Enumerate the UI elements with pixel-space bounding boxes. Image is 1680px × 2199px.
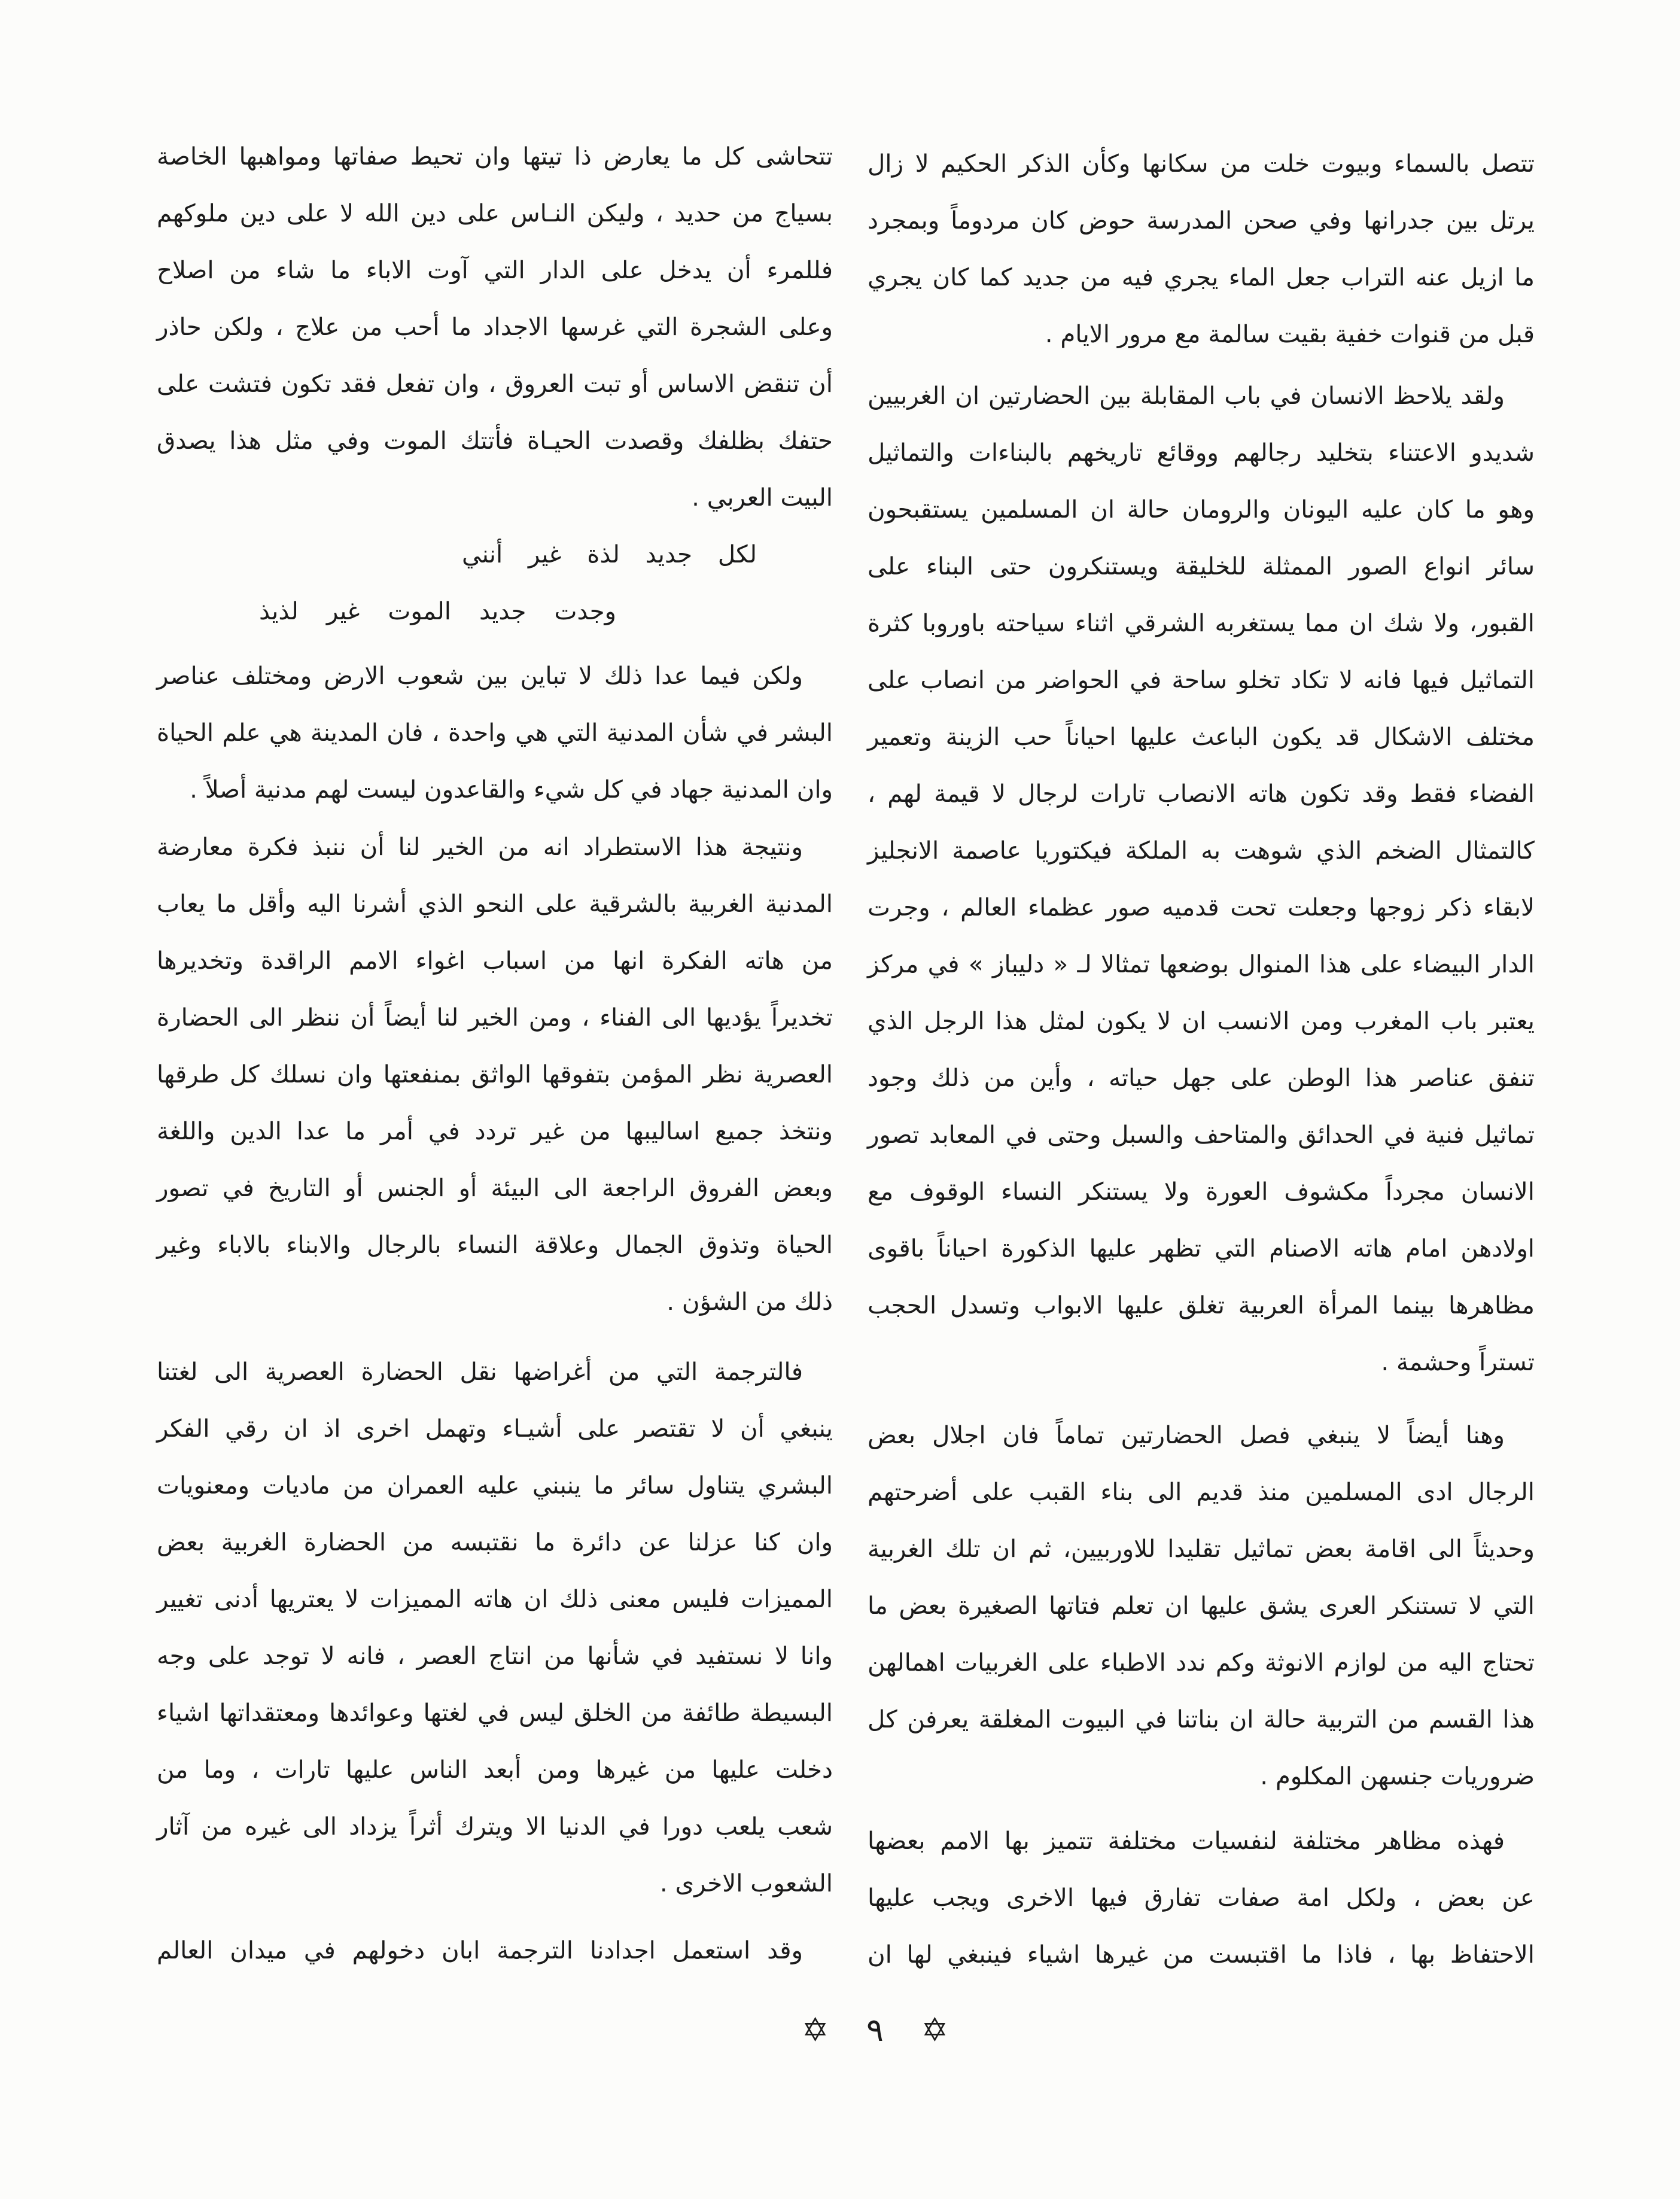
text-line: الدار البيضاء على هذا المنوال بوضعها تمثالا لـ « دليباز » في مركز bbox=[868, 950, 1535, 978]
paragraph bbox=[868, 135, 1535, 363]
text-line: هذا القسم من التربية حالة ان بناتنا في البيوت المغلقة يعرفن كل bbox=[868, 1705, 1535, 1733]
text-line: الشعوب الاخرى . bbox=[659, 1869, 833, 1897]
text-line: وان المدنية جهاد في كل شيء والقاعدون ليست لهم مدنية أصلاً . bbox=[190, 775, 833, 804]
text-line: ولكن فيما عدا ذلك لا تباين بين شعوب الارض ومختلف عناصر bbox=[157, 662, 803, 690]
text-line: شديدو الاعتناء بتخليد رجالهم ووقائع تاريخهم بالبناءات والتماثيل bbox=[868, 439, 1535, 467]
text-line: وهو ما كان عليه اليونان والرومان حالة ان المسلمين يستقبحون bbox=[868, 495, 1535, 524]
paragraph bbox=[157, 819, 833, 1330]
text-line: الانسان مجرداً مكشوف العورة ولا يستنكر النساء الوقوف مع bbox=[868, 1178, 1535, 1206]
text-line: يعتبر باب المغرب ومن الانسب ان لا يكون لمثل هذا الرجل الذي bbox=[868, 1007, 1535, 1035]
text-line: وقد استعمل اجدادنا الترجمة ابان دخولهم في ميدان العالم bbox=[157, 1936, 803, 1964]
text-line: تتصل بالسماء وبيوت خلت من سكانها وكأن الذكر الحكيم لا زال bbox=[868, 150, 1535, 178]
paragraph bbox=[868, 1812, 1535, 1983]
text-line: وبعض الفروق الراجعة الى البيئة أو الجنس أو التاريخ في تصور bbox=[157, 1174, 833, 1202]
text-line: من هاته الفكرة انها من اسباب اغواء الامم الراقدة وتخديرها bbox=[157, 947, 833, 975]
verse-line: لكل جديد لذة غير أنني bbox=[462, 540, 757, 568]
verse-line: وجدت جديد الموت غير لذيذ bbox=[259, 597, 616, 625]
text-line: ولقد يلاحظ الانسان في باب المقابلة بين الحضارتين ان الغربيين bbox=[868, 382, 1505, 410]
text-line: لابقاء ذكر زوجها وجعلت تحت قدميه صور عظماء العالم ، وجرت bbox=[868, 893, 1535, 921]
text-line: التماثيل فيها فانه لا تكاد تخلو ساحة في الحواضر من انصاب على bbox=[868, 666, 1535, 694]
text-line: يرتل بين جدرانها وفي صحن المدرسة حوض كان مردوماً وبمجرد bbox=[868, 206, 1535, 235]
text-line: حتفك بظلفك وقصدت الحيـاة فأتتك الموت وفي مثل هذا يصدق bbox=[157, 427, 833, 455]
verse bbox=[157, 526, 833, 640]
text-line: وانا لا نستفيد في شأنها من انتاج العصر ، فانه لا توجد على وجه bbox=[157, 1642, 833, 1670]
text-line: أن تنقض الاساس أو تبت العروق ، وان تفعل فقد تكون فتشت على bbox=[157, 370, 833, 398]
text-line: فللمرء أن يدخل على الدار التي آوت الاباء ما شاء من اصلاح bbox=[157, 256, 833, 284]
paragraph bbox=[157, 1343, 833, 1912]
text-line: البشر في شأن المدنية التي هي واحدة ، فان المدينة هي علم الحياة bbox=[157, 719, 833, 747]
text-line: ما ازيل عنه التراب جعل الماء يجري فيه من جديد كما كان يجري bbox=[868, 263, 1535, 291]
text-line: العصرية نظر المؤمن بتفوقها الواثق بمنفعتها وان نسلك كل طرقها bbox=[157, 1060, 833, 1088]
paragraph bbox=[157, 1922, 833, 1979]
text-line: وعلى الشجرة التي غرسها الاجداد ما أحب من علاج ، ولكن حاذر bbox=[157, 313, 833, 341]
paragraph bbox=[157, 647, 833, 818]
text-line: فالترجمة التي من أغراضها نقل الحضارة العصرية الى لغتنا bbox=[157, 1358, 803, 1386]
text-line: المدنية الغربية بالشرقية على النحو الذي أشرنا اليه وأقل ما يعاب bbox=[157, 890, 833, 918]
text-line: الاحتفاظ بها ، فاذا ما اقتبست من غيرها اشياء فينبغي لها ان bbox=[868, 1941, 1535, 1969]
text-line: شعب يلعب دورا في الدنيا الا ويترك أثراً يزداد الى غيره من آثار bbox=[157, 1812, 833, 1841]
right-column bbox=[868, 0, 1535, 2199]
text-line: مظاهرها بينما المرأة العربية تغلق عليها الابواب وتسدل الحجب bbox=[868, 1291, 1535, 1319]
text-line: وحديثاً الى اقامة بعض تماثيل تقليدا للاوربيين، ثم ان تلك الغربية bbox=[868, 1535, 1535, 1563]
text-line: عن بعض ، ولكل امة صفات تفارق فيها الاخرى ويجب عليها bbox=[868, 1884, 1535, 1912]
paragraph bbox=[868, 1407, 1535, 1805]
text-line: ذلك من الشؤن . bbox=[666, 1288, 833, 1316]
page-footer bbox=[802, 2005, 948, 2056]
text-line: وهنا أيضاً لا ينبغي فصل الحضارتين تماماً فان اجلال بعض bbox=[868, 1421, 1505, 1449]
text-line: التي لا تستنكر العرى يشق عليها ان تعلم فتاتها الصغيرة بعض ما bbox=[868, 1592, 1535, 1620]
text-line: دخلت عليها من غيرها ومن أبعد الناس عليها تارات ، وما من bbox=[157, 1756, 833, 1784]
text-line: ونتيجة هذا الاستطراد انه من الخير لنا أن ننبذ فكرة معارضة bbox=[157, 833, 803, 861]
text-line: سائر انواع الصور الممثلة للخليقة ويستنكرون حتى البناء على bbox=[868, 552, 1535, 580]
text-line: تخديراً يؤديها الى الفناء ، ومن الخير لنا أيضاً أن ننظر الى الحضارة bbox=[157, 1003, 833, 1032]
left-column bbox=[157, 0, 833, 2199]
text-line: ينبغي أن لا تقتصر على أشيـاء وتهمل اخرى اذ ان رقي الفكر bbox=[157, 1415, 833, 1443]
star-ornament-icon: ✡ bbox=[921, 2011, 948, 2049]
text-line: الرجال ادى المسلمين منذ قديم الى بناء القبب على أضرحتهم bbox=[868, 1478, 1535, 1506]
text-line: وان كنا عزلنا عن دائرة ما نقتبسه من الحضارة الغربية بعض bbox=[157, 1528, 833, 1556]
text-line: تحتاج اليه من لوازم الانوثة وكم ندد الاطباء على الغربيات اهمالهن bbox=[868, 1649, 1535, 1677]
text-line: المميزات فليس معنى ذلك ان هاته المميزات لا يعتريها أدنى تغيير bbox=[157, 1585, 833, 1613]
text-line: فهذه مظاهر مختلفة لنفسيات مختلفة تتميز بها الامم بعضها bbox=[868, 1827, 1505, 1855]
text-line: البسيطة طائفة من الخلق ليس في لغتها وعوائدها ومعتقداتها اشياء bbox=[157, 1699, 833, 1727]
text-line: اولادهن امام هاته الاصنام التي تظهر عليها الذكورة احياناً باقوى bbox=[868, 1234, 1535, 1263]
star-ornament-icon: ✡ bbox=[802, 2011, 829, 2049]
text-line: ضروريات جنسهن المكلوم . bbox=[1260, 1762, 1535, 1790]
text-line: تستراً وحشمة . bbox=[1381, 1348, 1535, 1376]
text-line: الفضاء فقط وقد تكون هاته الانصاب تارات لرجال لا قيمة لهم ، bbox=[868, 780, 1535, 808]
text-line: تماثيل فنية في الحدائق والمتاحف والسبل وحتى في المعابد تصور bbox=[868, 1121, 1535, 1149]
text-line: بسياج من حديد ، وليكن النـاس على دين الله لا على دين ملوكهم bbox=[157, 199, 833, 227]
text-line: البشري يتناول سائر ما ينبني عليه العمران من ماديات ومعنويات bbox=[157, 1471, 833, 1500]
page-number: ٩ bbox=[866, 2011, 884, 2049]
text-line: قبل من قنوات خفية بقيت سالمة مع مرور الايام . bbox=[1045, 320, 1535, 348]
paragraph bbox=[868, 367, 1535, 1391]
text-line: مختلف الاشكال قد يكون الباعث عليها احياناً حب الزينة وتعمير bbox=[868, 723, 1535, 751]
text-line: تتحاشى كل ما يعارض ذا تيتها وان تحيط صفاتها ومواهبها الخاصة bbox=[157, 142, 833, 171]
text-line: تنفق عناصر هذا الوطن على جهل حياته ، وأين من ذلك وجود bbox=[868, 1064, 1535, 1092]
text-line: البيت العربي . bbox=[692, 483, 833, 512]
text-line: ونتخذ جميع اساليبها من غير تردد في أمر ما عدا الدين واللغة bbox=[157, 1117, 833, 1145]
text-line: القبور، ولا شك ان مما يستغربه الشرقي اثناء سياحته باوروبا كثرة bbox=[868, 609, 1535, 637]
paragraph bbox=[157, 128, 833, 526]
text-line: كالتمثال الضخم الذي شوهت به الملكة فيكتوريا عاصمة الانجليز bbox=[868, 837, 1535, 865]
text-line: الحياة وتذوق الجمال وعلاقة النساء بالرجال والابناء بالاباء وغير bbox=[157, 1231, 833, 1259]
